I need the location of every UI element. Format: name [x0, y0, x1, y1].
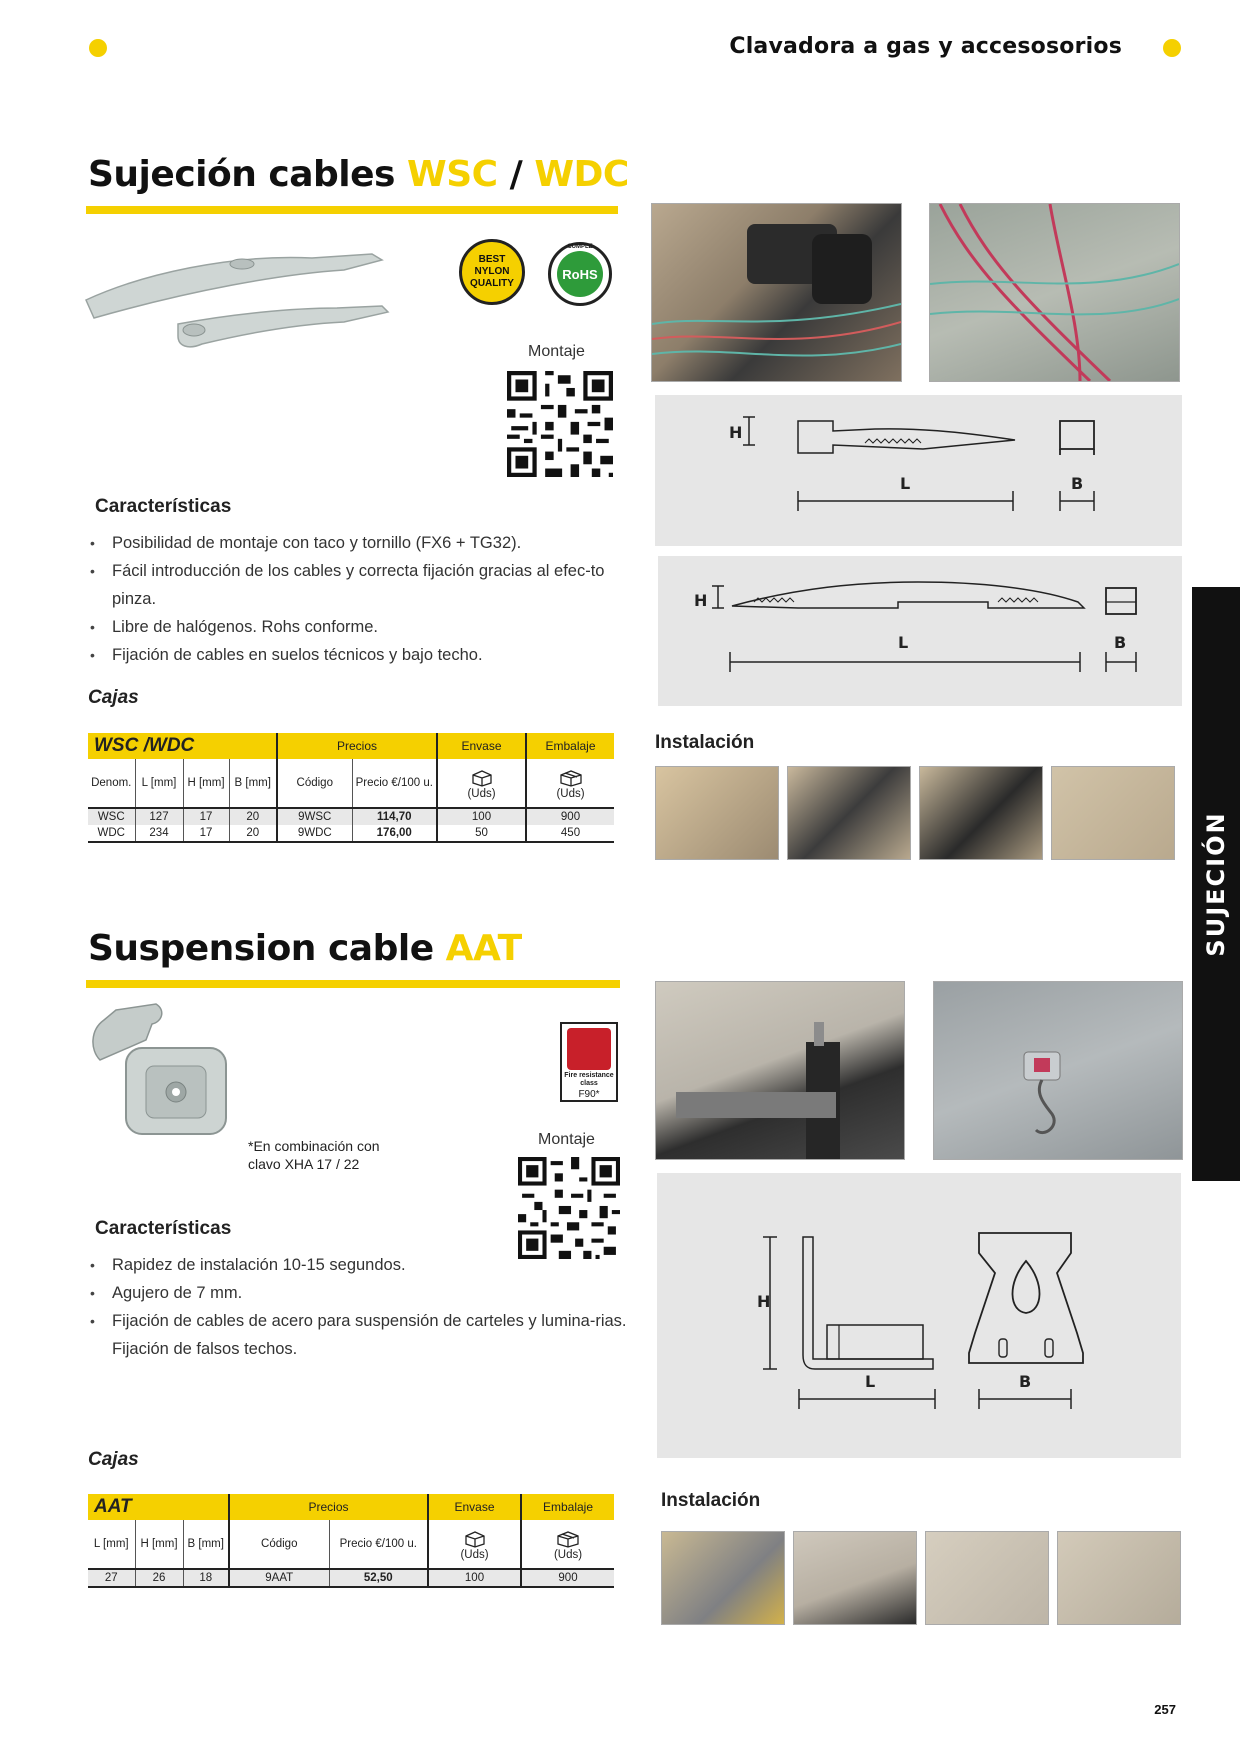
wsc-install-photo-nailing: [787, 766, 911, 860]
table1-cell: 234: [135, 825, 183, 842]
aat-dimension-diagram: [657, 1173, 1181, 1458]
table2-cell: 27: [88, 1569, 135, 1587]
section2-bullet: • Fijación de cables de acero para suspensión de carteles y lumina-rias. Fijación de falsos techos.: [88, 1307, 628, 1363]
section1-bullet: • Libre de halógenos. Rohs conforme.: [88, 613, 628, 641]
section2-bullet: • Agujero de 7 mm.: [88, 1279, 628, 1307]
table2-cell: 18: [183, 1569, 229, 1587]
wsc-photo-ceiling-art: [930, 204, 1179, 381]
table1-cell: 127: [135, 808, 183, 825]
section1-bullet: • Fijación de cables en suelos técnicos y bajo techo.: [88, 641, 628, 669]
section2-rule: [86, 980, 620, 988]
rohs-badge-inner: RoHS: [557, 251, 603, 297]
rohs-badge-top: CUMPLE: [567, 244, 593, 250]
table2-col-l: L [mm]: [93, 1537, 129, 1550]
table1-col-envase: [437, 759, 526, 808]
table1-col-l: L [mm]: [135, 759, 183, 808]
aat-note-line1: *En combinación con: [248, 1138, 380, 1154]
aat-note: [248, 1137, 380, 1173]
table1-col-embalaje-uds: (Uds): [556, 787, 585, 800]
table2-precios-header: Precios: [229, 1494, 428, 1520]
table2-cell: 100: [428, 1569, 521, 1587]
table1-col-denom: Denom.: [91, 776, 132, 789]
table2-col-embalaje: [521, 1520, 614, 1569]
table1-cell: 9WDC: [277, 825, 352, 842]
section2-bullet: • Rapidez de instalación 10-15 segundos.: [88, 1251, 628, 1279]
section1-caracteristicas-heading: Características: [95, 496, 232, 517]
rohs-badge: [548, 242, 612, 306]
section1-bullet: • Fácil introducción de los cables y correcta fijación gracias al efec-to pinza.: [88, 557, 628, 613]
table2-cell: 9AAT: [229, 1569, 329, 1587]
aat-diagram-h-label: H: [757, 1292, 771, 1311]
table1-col-embalaje: [526, 759, 614, 808]
section1-bullets: [88, 529, 628, 669]
package-icon: [554, 1528, 582, 1548]
table1-cell-price: 176,00: [352, 825, 437, 842]
header-title: Clavadora a gas y accesosorios: [729, 34, 1122, 59]
section1-qr-code-icon: [507, 371, 613, 477]
wsc-install-photo-box: [655, 766, 779, 860]
section1-table: [88, 733, 614, 843]
table1-col-envase-uds: (Uds): [467, 787, 496, 800]
wsc-diagram-art: [655, 395, 1182, 546]
table1-col-b: B [mm]: [229, 759, 277, 808]
side-tab: [1192, 587, 1240, 1181]
section1-title-sep: /: [509, 154, 523, 195]
wsc-diagram-h-label: H: [729, 423, 743, 442]
table2-col-precio: Precio €/100 u.: [329, 1520, 428, 1569]
table1-cell: 17: [183, 808, 229, 825]
aat-photo-nailer-art: [656, 982, 904, 1159]
wsc-install-photo-clip: [919, 766, 1043, 860]
wsc-photo-ceiling-cables: [929, 203, 1180, 382]
side-tab-label: SUJECIÓN: [1202, 811, 1230, 957]
wdc-diagram-h-label: H: [694, 591, 708, 610]
badge-nylon-line1: BEST: [478, 254, 506, 265]
section1-title-prefix: Sujeción cables: [88, 154, 395, 195]
wdc-diagram-b-label: B: [1114, 633, 1127, 652]
table2-embalaje-header: Embalaje: [521, 1494, 614, 1520]
table1-embalaje-header: Embalaje: [526, 733, 614, 759]
page-number: 257: [1154, 1702, 1176, 1717]
table1-cell: 900: [526, 808, 614, 825]
aat-note-line2: clavo XHA 17 / 22: [248, 1156, 360, 1172]
table1-cell: 17: [183, 825, 229, 842]
table1-cell: 9WSC: [277, 808, 352, 825]
section2-bullets: [88, 1251, 628, 1363]
section2-qr-code-icon: [518, 1157, 620, 1259]
aat-photo-hook-art: [934, 982, 1182, 1159]
wdc-diagram-art: [658, 556, 1182, 706]
flame-icon: [567, 1028, 611, 1070]
wdc-diagram-l-label: L: [898, 633, 909, 652]
aat-diagram-art: [657, 1173, 1181, 1458]
table2-cell: 900: [521, 1569, 614, 1587]
fire-badge-f90: F90*: [578, 1089, 600, 1100]
table2-envase-header: Envase: [428, 1494, 521, 1520]
table1-cell: 20: [229, 808, 277, 825]
section2-montaje-label: Montaje: [538, 1131, 595, 1148]
table2-cell: 26: [135, 1569, 183, 1587]
table2-group-header: AAT: [88, 1494, 229, 1520]
aat-photo-nailer: [655, 981, 905, 1160]
wsc-wdc-product-image: [82, 240, 392, 355]
table2-col-envase: [428, 1520, 521, 1569]
section1-title-wsc: WSC: [407, 154, 498, 195]
section2-title: [88, 928, 522, 969]
header-dot-left: [89, 39, 107, 57]
aat-diagram-b-label: B: [1019, 1372, 1032, 1391]
section2-caracteristicas-heading: Características: [95, 1218, 232, 1239]
section2-cajas-heading: Cajas: [88, 1449, 139, 1470]
fire-badge-class: Fire resistance class: [564, 1072, 614, 1087]
wsc-diagram-l-label: L: [900, 474, 911, 493]
table1-col-codigo: Código: [277, 759, 352, 808]
section1-bullet: • Posibilidad de montaje con taco y tornillo (FX6 + TG32).: [88, 529, 628, 557]
table1-group-header: WSC /WDC: [88, 733, 277, 759]
aat-diagram-l-label: L: [865, 1372, 876, 1391]
wsc-install-photo-fixed: [1051, 766, 1175, 860]
wsc-dimension-diagram: [655, 395, 1182, 546]
table1-cell: WSC: [88, 808, 135, 825]
section2-instalacion-heading: Instalación: [661, 1490, 761, 1511]
box-icon: [470, 767, 494, 787]
table1-col-precio: Precio €/100 u.: [352, 759, 437, 808]
aat-install-photo-chain: [1057, 1531, 1181, 1625]
wsc-diagram-b-label: B: [1071, 474, 1084, 493]
wsc-photo-nailer: [651, 203, 902, 382]
table2-col-b: B [mm]: [183, 1520, 229, 1569]
badge-nylon-line2: NYLON: [474, 266, 510, 277]
fire-resistance-badge: [560, 1022, 618, 1102]
table2-col-envase-uds: (Uds): [460, 1548, 489, 1561]
section1-title: [88, 154, 629, 195]
package-icon: [557, 767, 585, 787]
table1-cell: 100: [437, 808, 526, 825]
table1-col-h: H [mm]: [183, 759, 229, 808]
table2-col-h: H [mm]: [135, 1520, 183, 1569]
section2-table: [88, 1494, 614, 1588]
table2-cell-price: 52,50: [329, 1569, 428, 1587]
box-icon: [463, 1528, 487, 1548]
section1-cajas-heading: Cajas: [88, 687, 139, 708]
aat-install-photo-nailing: [793, 1531, 917, 1625]
badge-nylon-line3: QUALITY: [470, 278, 514, 289]
header-dot-right: [1163, 39, 1181, 57]
table1-cell: WDC: [88, 825, 135, 842]
wsc-photo-nailer-art: [652, 204, 901, 381]
table2-col-embalaje-uds: (Uds): [553, 1548, 583, 1561]
table1-cell-price: 114,70: [352, 808, 437, 825]
table1-cell: 50: [437, 825, 526, 842]
section1-montaje-label: Montaje: [528, 343, 585, 360]
wdc-dimension-diagram: [658, 556, 1182, 706]
table1-envase-header: Envase: [437, 733, 526, 759]
table2-col-codigo: Código: [229, 1520, 329, 1569]
table1-cell: 450: [526, 825, 614, 842]
table1-cell: 20: [229, 825, 277, 842]
aat-install-photo-box: [661, 1531, 785, 1625]
aat-install-photo-fixed: [925, 1531, 1049, 1625]
section2-title-aat: AAT: [445, 928, 522, 969]
section1-title-wdc: WDC: [534, 154, 629, 195]
section1-instalacion-heading: Instalación: [655, 732, 755, 753]
aat-photo-ceiling-hook: [933, 981, 1183, 1160]
section2-title-prefix: Suspension cable: [88, 928, 434, 969]
best-nylon-quality-badge: [459, 239, 525, 305]
section1-rule: [86, 206, 618, 214]
table1-precios-header: Precios: [277, 733, 437, 759]
aat-product-image: [86, 1000, 246, 1150]
